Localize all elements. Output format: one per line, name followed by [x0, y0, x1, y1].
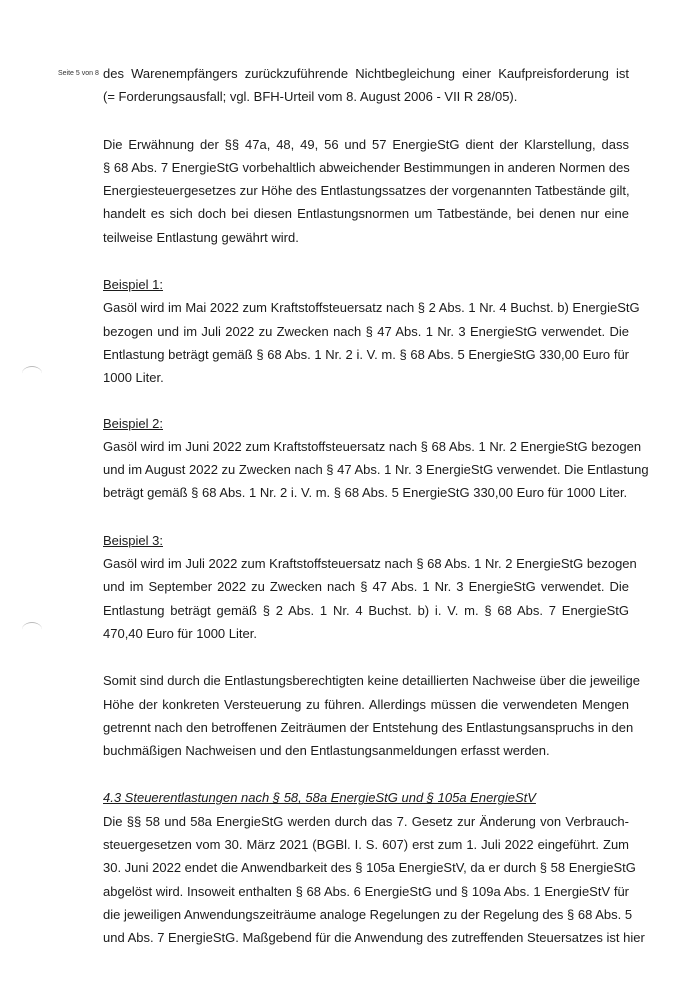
text-line: bezogen und im Juli 2022 zu Zwecken nach § 47 Abs. 1 Nr. 3 EnergieStG verwendet. Die	[103, 323, 629, 339]
text-line: 1000 Liter.	[103, 370, 164, 386]
example-2	[103, 412, 649, 505]
paragraph-continuation	[103, 62, 629, 109]
text-line: Gasöl wird im Juni 2022 zum Kraftstoffsteuersatz nach § 68 Abs. 1 Nr. 2 EnergieStG bezogen	[103, 438, 642, 454]
text-line: handelt es sich doch bei diesen Entlastungsnormen um Tatbestände, bei denen nur eine	[103, 206, 629, 222]
text-line: des Warenempfängers zurückzuführende Nichtbegleichung einer Kaufpreisforderung ist	[103, 66, 629, 81]
text-line: 470,40 Euro für 1000 Liter.	[103, 625, 257, 641]
text-line: buchmäßigen Nachweisen und den Entlastungsanmeldungen erfasst werden.	[103, 743, 550, 759]
text-line: (= Forderungsausfall; vgl. BFH-Urteil vom 8. August 2006 - VII R 28/05).	[103, 89, 518, 105]
text-line: Entlastung beträgt gemäß § 2 Abs. 1 Nr. 4 Buchst. b) i. V. m. § 68 Abs. 7 EnergieStG	[103, 602, 629, 618]
text-line: teilweise Entlastung gewährt wird.	[103, 229, 299, 245]
text-line: Die Erwähnung der §§ 47a, 48, 49, 56 und 57 EnergieStG dient der Klarstellung, dass	[103, 136, 629, 152]
punch-hole-mark	[22, 622, 42, 637]
section-4-3	[103, 786, 645, 949]
text-line: und Abs. 7 EnergieStG. Maßgebend für die Anwendung des zutreffenden Steuersatzes ist hier	[103, 930, 645, 946]
example-3-title: Beispiel 3:	[103, 532, 163, 548]
text-line: Höhe der konkreten Versteuerung zu führen. Allerdings müssen die verwendeten Mengen	[103, 696, 629, 712]
section-heading: 4.3 Steuerentlastungen nach § 58, 58a EnergieStG und § 105a EnergieStV	[103, 790, 536, 806]
document-body	[103, 62, 649, 950]
text-line: Energiesteuergesetzes zur Höhe des Entlastungssatzes der vorgenannten Tatbestände gilt,	[103, 183, 630, 199]
paragraph-clarification	[103, 133, 629, 249]
text-line: 30. Juni 2022 endet die Anwendbarkeit des § 105a EnergieStV, da er durch § 58 EnergieStG	[103, 860, 636, 876]
text-line: beträgt gemäß § 68 Abs. 1 Nr. 2 i. V. m. § 68 Abs. 5 EnergieStG 330,00 Euro für 1000 Liter.	[103, 485, 628, 501]
text-line: steuergesetzen vom 30. März 2021 (BGBl. I. S. 607) erst zum 1. Juli 2022 eingeführt. Zum	[103, 837, 629, 853]
example-1	[103, 273, 640, 389]
paragraph-summary	[103, 669, 640, 762]
text-line: Gasöl wird im Juli 2022 zum Kraftstoffsteuersatz nach § 68 Abs. 1 Nr. 2 EnergieStG bezogen	[103, 556, 637, 572]
example-2-title: Beispiel 2:	[103, 415, 163, 431]
example-3	[103, 529, 637, 645]
text-line: und im August 2022 zu Zwecken nach § 47 Abs. 1 Nr. 3 EnergieStG verwendet. Die Entlastung	[103, 462, 649, 478]
example-1-title: Beispiel 1:	[103, 277, 163, 293]
text-line: getrennt nach den betroffenen Zeiträumen der Entstehung des Entlastungsanspruchs in den	[103, 719, 634, 735]
text-line: die jeweiligen Anwendungszeiträume analoge Regelungen zu der Regelung des § 68 Abs. 5	[103, 906, 633, 922]
text-line: Entlastung beträgt gemäß § 68 Abs. 1 Nr. 2 i. V. m. § 68 Abs. 5 EnergieStG 330,00 Euro für	[103, 346, 629, 362]
punch-hole-mark	[22, 366, 42, 381]
text-line: Die §§ 58 und 58a EnergieStG werden durch das 7. Gesetz zur Änderung von Verbrauch-	[103, 813, 629, 829]
text-line: und im September 2022 zu Zwecken nach § 47 Abs. 1 Nr. 3 EnergieStG verwendet. Die	[103, 579, 629, 595]
page-number: Seite 5 von 8	[58, 70, 99, 77]
text-line: § 68 Abs. 7 EnergieStG vorbehaltlich abweichender Bestimmungen in anderen Normen des	[103, 159, 630, 175]
text-line: abgelöst wird. Insoweit enthalten § 68 Abs. 6 EnergieStG und § 109a Abs. 1 EnergieStV für	[103, 883, 629, 899]
text-line: Gasöl wird im Mai 2022 zum Kraftstoffsteuersatz nach § 2 Abs. 1 Nr. 4 Buchst. b) EnergieStG	[103, 300, 640, 316]
text-line: Somit sind durch die Entlastungsberechtigten keine detaillierten Nachweise über die jeweilige	[103, 673, 640, 689]
